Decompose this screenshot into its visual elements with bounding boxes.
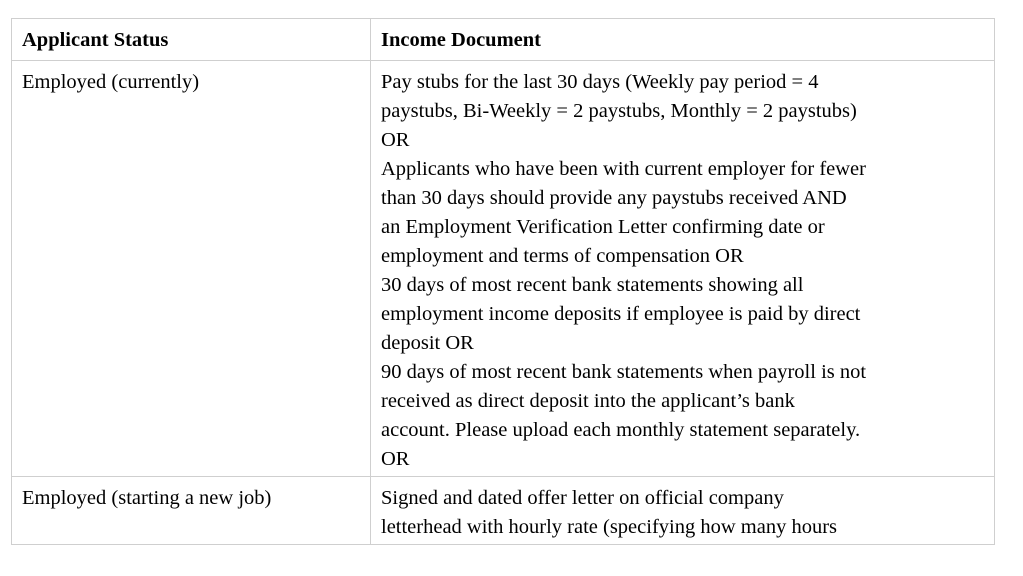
document-line: an Employment Verification Letter confirming date or (381, 216, 825, 238)
document-line: OR (381, 448, 410, 470)
document-line: Applicants who have been with current employer for fewer (381, 158, 866, 180)
header-applicant-status: Applicant Status (12, 19, 371, 61)
document-line: Pay stubs for the last 30 days (Weekly pay period = 4 (381, 71, 819, 93)
document-line: OR (381, 129, 410, 151)
document-line: received as direct deposit into the applicant’s bank (381, 390, 795, 412)
document-line: letterhead with hourly rate (specifying how many hours (381, 516, 837, 538)
status-cell: Employed (currently) (12, 61, 371, 477)
document-line: deposit OR (381, 332, 474, 354)
document-line: 90 days of most recent bank statements when payroll is not (381, 361, 867, 383)
document-line: paystubs, Bi-Weekly = 2 paystubs, Monthly = 2 paystubs) (381, 100, 857, 122)
document-cell (371, 61, 995, 477)
income-documents-table (11, 18, 995, 545)
table-row (12, 61, 995, 477)
document-line: employment income deposits if employee is paid by direct (381, 303, 861, 325)
status-cell: Employed (starting a new job) (12, 477, 371, 545)
document-line: than 30 days should provide any paystubs received AND (381, 187, 847, 209)
document-line: account. Please upload each monthly statement separately. (381, 419, 861, 441)
table-row (12, 477, 995, 545)
document-cell (371, 477, 995, 545)
document-line: Signed and dated offer letter on official company (381, 487, 784, 509)
table-header-row (12, 19, 995, 61)
header-income-document: Income Document (371, 19, 995, 61)
document-line: employment and terms of compensation OR (381, 245, 744, 267)
document-line: 30 days of most recent bank statements showing all (381, 274, 804, 296)
